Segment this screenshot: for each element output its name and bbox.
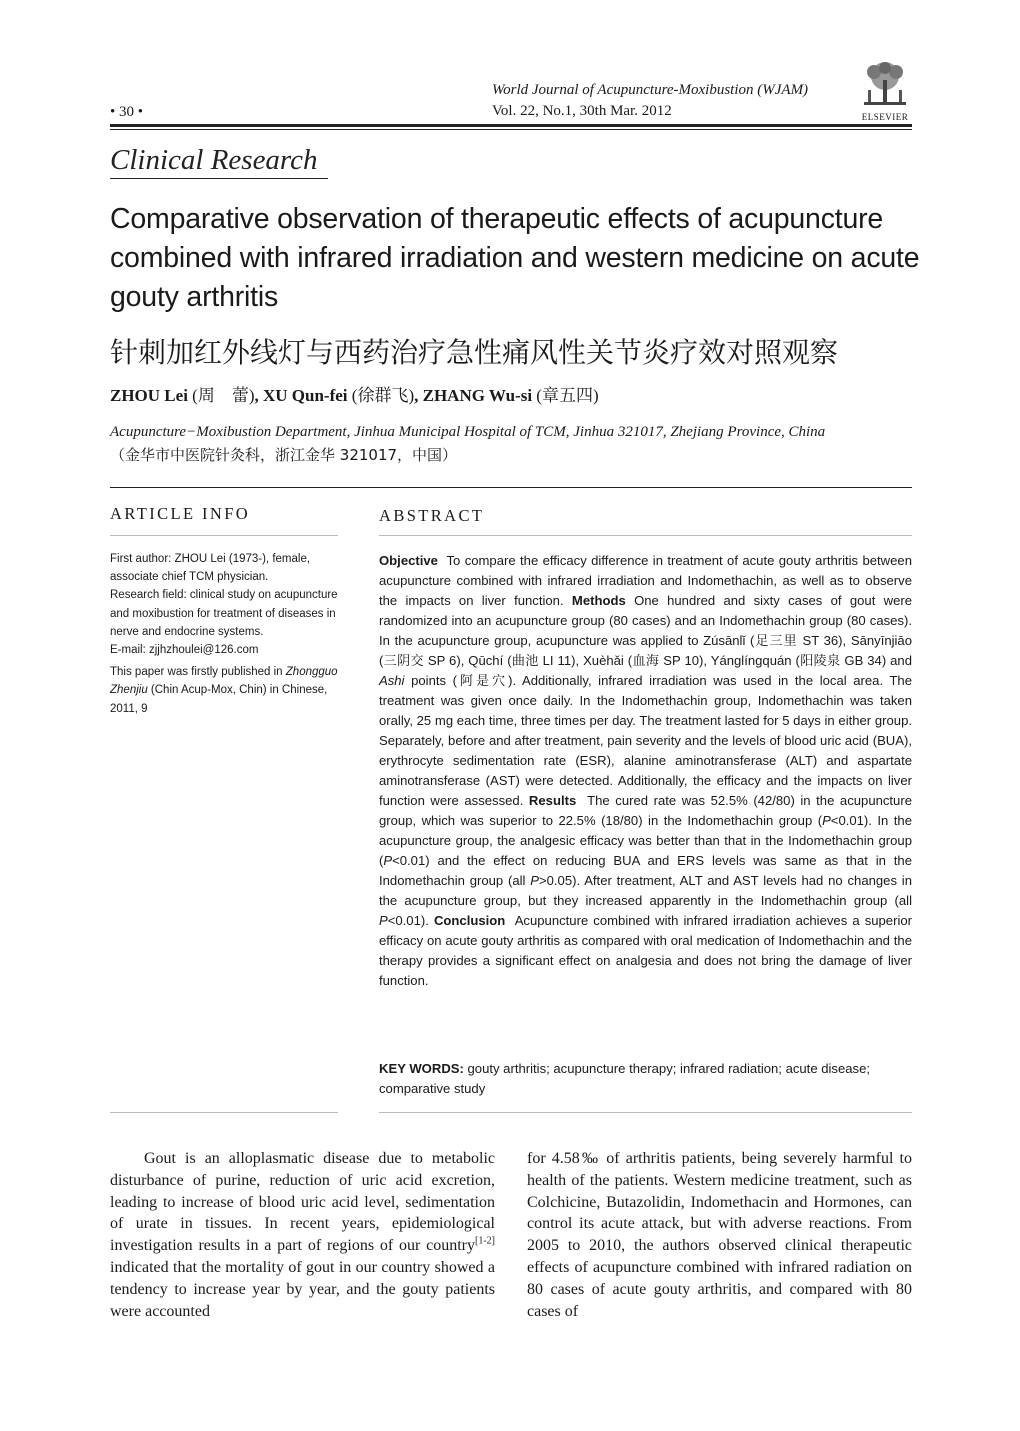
- affiliation: Acupuncture−Moxibustion Department, Jinhua Municipal Hospital of TCM, Jinhua 321017, Zhejiang Province, China: [110, 424, 826, 440]
- abstract-rule: [379, 535, 912, 536]
- abstract-body: Objective To compare the efficacy difference in treatment of acute gouty arthritis between acupuncture combined with infrared irradiation and Indomethachin, as well as to observe the impacts on liver function. Methods One hundred and sixty cases of gout were randomized into an acupuncture group (80 cases) and an Indomethachin group (80 cases). In the acupuncture group, acupuncture was applied to Zúsānlǐ (足三里 ST 36), Sānyīnjiāo (三阴交 SP 6), Qūchí (曲池 LI 11), Xuèhǎi (血海 SP 10), Yánglíngquán (阳陵泉 GB 34) and Ashi points (阿是穴). Additionally, infrared irradiation was used in the local area. The treatment was given once daily. In the Indomethachin group, Indomethachin was taken orally, 25 mg each time, three times per day. The treatment lasted for 5 days in either group. Separately, before and after treatment, pain severity and the levels of blood uric acid (BUA), erythrocyte sedimentation rate (ESR), alanine aminotransferase (ALT) and aspartate aminotransferase (AST) were detected. Additionally, the efficacy and the impacts on liver function were assessed. Results The cured rate was 52.5% (42/80) in the acupuncture group, which was superior to 22.5% (18/80) in the Indomethachin group (P<0.01). In the acupuncture group, the analgesic efficacy was better than that in the Indomethachin group (P<0.01) and the effect on reducing BUA and ERS levels was same as that in the Indomethachin group (all P>0.05). After treatment, ALT and AST levels had no changes in the acupuncture group, but they increased apparently in the Indomethachin group (all P<0.01). Conclusion Acupuncture combined with infrared irradiation achieves a superior efficacy on acute gouty arthritis as compared with oral medication of Indomethachin and the therapy provides a significant effect on analgesia and does not bring the damage of liver function.: [379, 553, 913, 988]
- elsevier-logo: [856, 60, 914, 122]
- section-underline: [110, 178, 328, 179]
- keywords-text: gouty arthritis; acupuncture therapy; infrared radiation; acute disease; comparative study: [379, 1061, 871, 1096]
- header-rule: [110, 124, 912, 127]
- keywords-label: KEY WORDS:: [379, 1061, 464, 1076]
- article-title: Comparative observation of therapeutic effects of acupuncture combined with infrared irradiation and western medicine on acute gouty arthritis: [110, 203, 920, 313]
- author-name-cn: (徐群飞): [351, 386, 415, 405]
- author-list: [110, 381, 599, 406]
- results-label: Results: [528, 793, 577, 808]
- affiliation-chinese: （金华市中医院针灸科，浙江金华 321017，中国）: [110, 446, 458, 464]
- page-number: • 30 •: [110, 104, 144, 120]
- methods-label: Methods: [571, 593, 626, 608]
- elsevier-label: ELSEVIER: [861, 112, 909, 122]
- publication-note: This paper was firstly published in Zhongguo Zhenjiu (Chin Acup-Mox, Chin) in Chinese, 2011, 9: [110, 666, 338, 715]
- article-title-chinese: 针刺加红外线灯与西药治疗急性痛风性关节炎疗效对照观察: [110, 336, 839, 369]
- journal-volume: Vol. 22, No.1, 30th Mar. 2012: [492, 103, 672, 119]
- article-info: [110, 550, 342, 722]
- elsevier-tree-icon: [856, 60, 914, 110]
- article-info-rule: [110, 535, 338, 536]
- header-rule-thin: [110, 129, 912, 130]
- body-column-left: [110, 1148, 495, 1322]
- body-paragraph: for 4.58‰ of arthritis patients, being severely harmful to health of the patients. Western medicine treatment, such as Colchicine, Butazolidin, Indomethacin and Hormones, can control its acute attack, but with adverse reactions. From 2005 to 2010, the authors observed clinical therapeutic effects of acupuncture combined with infrared radiation on 80 cases of acute gouty arthritis, and compared with 80 cases of: [527, 1150, 912, 1320]
- keywords: [379, 1059, 912, 1099]
- info-end-rule: [110, 1112, 338, 1113]
- citation-ref[interactable]: [1-2]: [475, 1235, 495, 1247]
- first-author-note: First author: ZHOU Lei (1973-), female, associate chief TCM physician. Research field: clinical study on acupuncture and moxibustion for treatment of diseases in nerve and endocrine systems. E-mail: zjjhzhoulei@126.com: [110, 553, 338, 657]
- conclusion-label: Conclusion: [433, 913, 506, 928]
- section-divider: [110, 487, 912, 488]
- section-label: Clinical Research: [110, 144, 318, 176]
- abstract-heading: ABSTRACT: [379, 506, 485, 525]
- journal-name: World Journal of Acupuncture-Moxibustion (WJAM): [492, 82, 809, 98]
- article-info-heading: ARTICLE INFO: [110, 504, 251, 523]
- author-name-cn: (章五四): [536, 386, 599, 405]
- objective-label: Objective: [379, 553, 438, 568]
- author-sep: ,: [414, 386, 423, 405]
- body-column-right: [527, 1148, 912, 1322]
- author-email: E-mail: zjjhzhoulei@126.com: [110, 644, 259, 657]
- author-name: XU Qun-fei: [263, 386, 348, 405]
- author-sep: ,: [254, 386, 263, 405]
- author-name-cn: (周 蕾): [192, 386, 255, 405]
- author-name: ZHANG Wu-si: [422, 386, 533, 405]
- abstract-end-rule: [379, 1112, 912, 1113]
- author-name: ZHOU Lei: [110, 386, 188, 405]
- body-paragraph: Gout is an alloplasmatic disease due to metabolic disturbance of purine, reduction of uric acid excretion, leading to increase of blood uric acid level, sedimentation of urate in tissues. In recent years, epidemiological investigation results in a part of regions of our country[1-2] indicated that the mortality of gout in our country showed a tendency to increase year by year, and the gouty patients were accounted: [110, 1150, 495, 1320]
